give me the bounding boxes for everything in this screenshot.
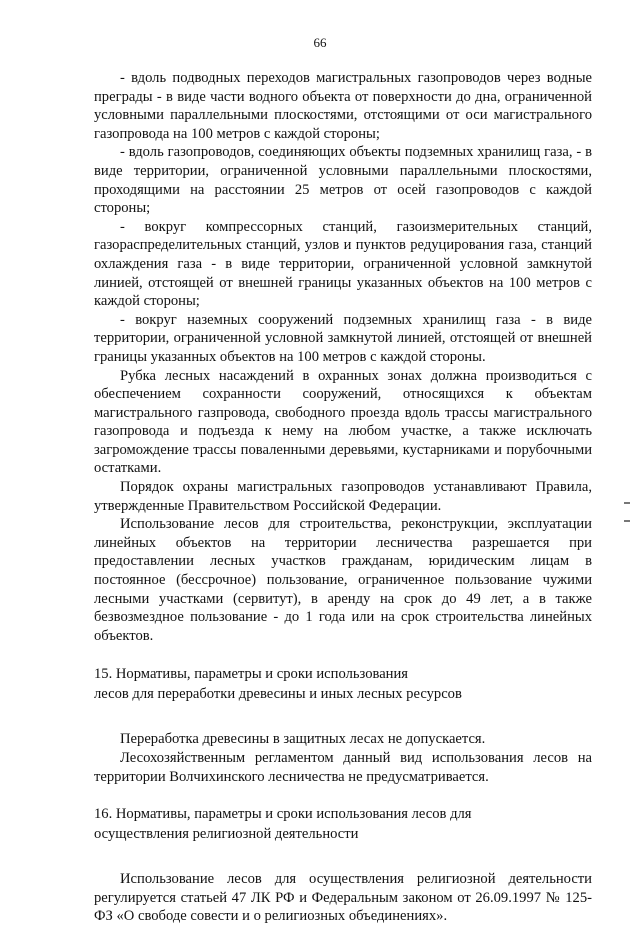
page-number: 66 <box>313 35 327 50</box>
section-15-title-line2: лесов для переработки древесины и иных лесных ресурсов <box>94 686 462 703</box>
document-body <box>94 69 592 926</box>
paragraph-ground-structures: - вокруг наземных сооружений подземных хранилищ газа - в виде территории, ограниченной условной замкнутой линией, отстоящей от внешней границы указанных объектов на 100 метров с каждой стороны. <box>94 311 592 365</box>
paragraph-tree-cutting: Рубка лесных насаждений в охранных зонах должна производиться с обеспечением сохранности сооружений, относящихся к объектам магистрального газпровода, свободного проезда вдоль трассы магистрального газопровода и подъезда к нему на любом участке, а также исключать загромождение трассы поваленными деревьями, кустарниками и порубочными остатками. <box>94 367 592 477</box>
section-15-paragraph-1: Переработка древесины в защитных лесах не допускается. <box>120 731 486 748</box>
paragraph-linear-objects: Использование лесов для строительства, реконструкции, эксплуатации линейных объектов на территории лесничества разрешается при предоставлении лесных участков гражданам, юридическим лицам в постоянное (бессрочное) пользование, ограниченное пользование чужими лесными участками (сервитут), в аренду на срок до 49 лет, а в также безвозмездное пользование - до 1 года или на срок строительства линейных объектов. <box>94 516 592 644</box>
scan-margin-mark <box>624 502 630 504</box>
section-15-paragraph-2: Лесохозяйственным регламентом данный вид использования лесов на территории Волчихинского лесничества не предусматривается. <box>94 750 592 785</box>
paragraph-compressor-stations: - вокруг компрессорных станций, газоизмерительных станций, газораспределительных станций, узлов и пунктов редуцирования газа, станций охлаждения газа - в виде территории, ограниченной условной замкнутой линией, отстоящей от внешней границы указанных объектов на 100 метров с каждой стороны; <box>94 218 592 310</box>
section-16-paragraph-1: Использование лесов для осуществления религиозной деятельности регулируется статьей 47 ЛК РФ и Федеральным законом от 26.09.1997 № 125-ФЗ «О свободе совести и о религиозных объединениях». <box>94 871 592 925</box>
paragraph-underwater-crossings: - вдоль подводных переходов магистральных газопроводов через водные преграды - в виде части водного объекта от поверхности до дна, ограниченной условными параллельными плоскостями, отстоящими от оси магистрального газопровода на 100 метров с каждой стороны; <box>94 70 592 142</box>
paragraph-protection-rules: Порядок охраны магистральных газопроводов устанавливают Правила, утвержденные Правительством Российской Федерации. <box>94 479 592 514</box>
section-15-title-line1: 15. Нормативы, параметры и сроки использования <box>94 666 409 683</box>
section-16-title-line2: осуществления религиозной деятельности <box>94 826 359 843</box>
paragraph-storage-pipelines: - вдоль газопроводов, соединяющих объекты подземных хранилищ газа, - в виде территории, ограниченной условными параллельными плоскостями, проходящими на расстоянии 25 метров от осей газопроводов с каждой стороны; <box>94 144 592 217</box>
section-16-title-line1: 16. Нормативы, параметры и сроки использования лесов для <box>94 806 472 823</box>
scan-margin-mark <box>624 520 630 522</box>
